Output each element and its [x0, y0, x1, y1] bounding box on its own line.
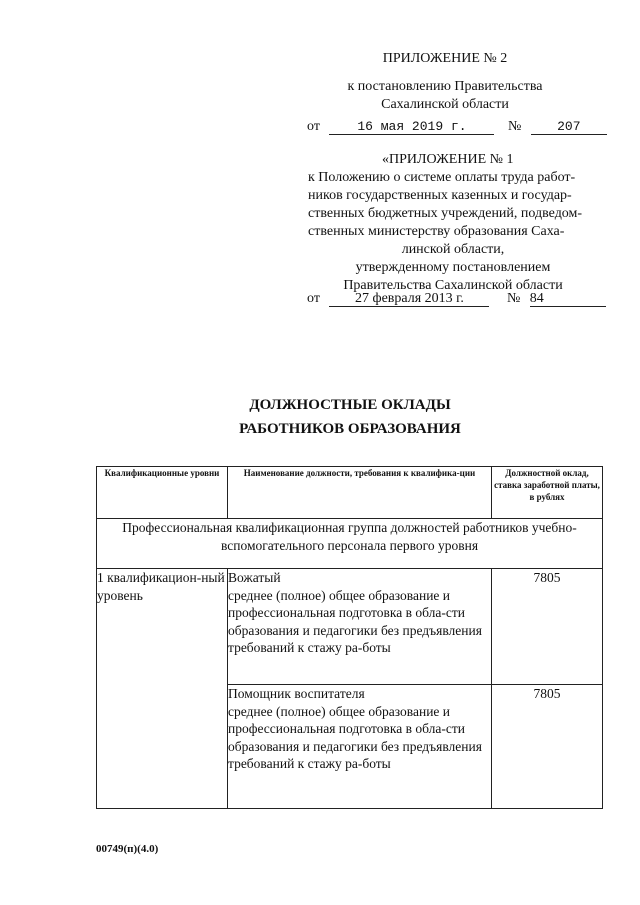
number-label-2: № [506, 291, 521, 306]
header-salary: Должностной оклад, ставка заработной платы, в рублях [492, 467, 603, 519]
group-row [97, 519, 603, 569]
from-label-2: от [307, 291, 320, 306]
salary-table [96, 466, 603, 809]
document-code: 00749(п)(4.0) [96, 843, 159, 855]
quoted-line-2: ников государственных казенных и государ- [308, 188, 572, 203]
position-requirements: среднее (полное) общее образование и профессиональная подготовка в обла-сти образования и педагогики без предъявления требований к стажу ра-боты [228, 703, 482, 771]
quoted-line-5: линской области, [401, 242, 505, 257]
quoted-line-3: ственных бюджетных учреждений, подведом- [308, 206, 583, 221]
header-qualification-levels: Квалификационные уровни [97, 467, 228, 519]
header-position-requirements: Наименование должности, требования к квалифика-ции [228, 467, 492, 519]
resolution-date-line [307, 118, 607, 136]
approval-date: 27 февраля 2013 г. [329, 291, 489, 307]
approval-number: 84 [530, 291, 606, 307]
table-header-row [97, 467, 603, 519]
quoted-line-1: к Положению о системе оплаты труда работ- [308, 170, 576, 185]
table-row [97, 569, 603, 685]
resolution-line-2: Сахалинской области [381, 97, 509, 112]
position-cell [228, 685, 492, 809]
position-name: Вожатый [228, 570, 281, 585]
position-name: Помощник воспитателя [228, 686, 365, 701]
document-title-line-1: ДОЛЖНОСТНЫЕ ОКЛАДЫ [249, 397, 451, 413]
salary-cell: 7805 [492, 685, 603, 809]
appendix-title: ПРИЛОЖЕНИЕ № 2 [382, 51, 508, 66]
approval-date-line [307, 290, 607, 308]
approved-line-2: Правительства Сахалинской области [343, 278, 563, 293]
resolution-number: 207 [531, 119, 607, 135]
resolution-date: 16 мая 2019 г. [329, 119, 494, 135]
quoted-appendix-title: «ПРИЛОЖЕНИЕ № 1 [382, 152, 514, 167]
professional-group-title: Профессиональная квалификационная группа должностей работников учебно-вспомогательного персонала первого уровня [97, 519, 603, 569]
quoted-line-4: ственных министерству образования Саха- [308, 224, 565, 239]
document-title [90, 397, 610, 438]
from-label: от [307, 119, 320, 134]
number-label: № [507, 119, 522, 134]
resolution-line-1: к постановлению Правительства [347, 79, 543, 94]
qualification-level-cell: 1 квалификацион-ный уровень [97, 569, 228, 809]
position-requirements: среднее (полное) общее образование и профессиональная подготовка в обла-сти образования и педагогики без предъявления требований к стажу ра-боты [228, 587, 482, 655]
salary-cell: 7805 [492, 569, 603, 685]
document-title-line-2: РАБОТНИКОВ ОБРАЗОВАНИЯ [239, 421, 461, 437]
approved-line-1: утвержденному постановлением [355, 260, 551, 275]
position-cell [228, 569, 492, 685]
quoted-appendix-text [308, 169, 598, 295]
